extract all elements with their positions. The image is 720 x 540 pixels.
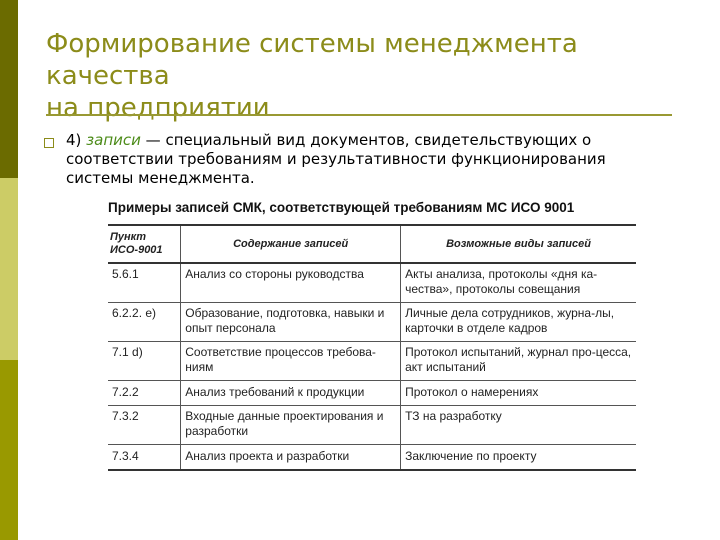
cell-records: Акты анализа, протоколы «дня ка-чества», протоколы совещания <box>401 263 636 303</box>
table-title: Примеры записей СМК, соответствующей требованиям МС ИСО 9001 <box>108 200 575 215</box>
cell-clause: 7.1 d) <box>108 342 181 381</box>
cell-clause: 6.2.2. е) <box>108 303 181 342</box>
cell-records: Заключение по проекту <box>401 445 636 471</box>
bullet-term: записи <box>86 131 141 149</box>
slide-title <box>46 28 686 124</box>
slide-title-line: качества <box>46 61 170 91</box>
bullet-definition: — специальный вид документов, свидетельствующих о соответствии требованиям и результативности функционирования системы менеджмента. <box>66 131 606 187</box>
table-row <box>108 342 636 381</box>
side-bar-bottom <box>0 360 18 540</box>
table-row <box>108 445 636 471</box>
table-row <box>108 263 636 303</box>
cell-records: ТЗ на разработку <box>401 406 636 445</box>
table-row <box>108 303 636 342</box>
slide-title-line: Формирование системы менеджмента <box>46 29 578 59</box>
bullet-prefix: 4) <box>66 131 87 149</box>
records-table <box>108 224 636 471</box>
square-bullet-icon <box>44 138 54 148</box>
records-table-figure <box>108 196 636 492</box>
cell-clause: 7.3.2 <box>108 406 181 445</box>
cell-content: Анализ проекта и разработки <box>181 445 401 471</box>
cell-records: Протокол испытаний, журнал про-цесса, акт испытаний <box>401 342 636 381</box>
table-header-row <box>108 225 636 263</box>
slide-title-line: на предприятии <box>46 93 270 123</box>
cell-content: Соответствие процессов требова-ниям <box>181 342 401 381</box>
side-bar-middle <box>0 178 18 360</box>
cell-records: Протокол о намерениях <box>401 381 636 406</box>
title-divider <box>46 114 672 116</box>
side-bar-top <box>0 0 18 178</box>
cell-clause: 7.2.2 <box>108 381 181 406</box>
header-clause: Пункт ИСО-9001 <box>108 225 181 263</box>
table-row <box>108 406 636 445</box>
cell-clause: 5.6.1 <box>108 263 181 303</box>
cell-clause: 7.3.4 <box>108 445 181 471</box>
header-records: Возможные виды записей <box>401 225 636 263</box>
table-row <box>108 381 636 406</box>
cell-content: Входные данные проектирования и разработки <box>181 406 401 445</box>
cell-content: Образование, подготовка, навыки и опыт персонала <box>181 303 401 342</box>
cell-content: Анализ требований к продукции <box>181 381 401 406</box>
cell-records: Личные дела сотрудников, журна-лы, карточки в отделе кадров <box>401 303 636 342</box>
bullet-text <box>66 131 676 188</box>
cell-content: Анализ со стороны руководства <box>181 263 401 303</box>
header-content: Содержание записей <box>181 225 401 263</box>
